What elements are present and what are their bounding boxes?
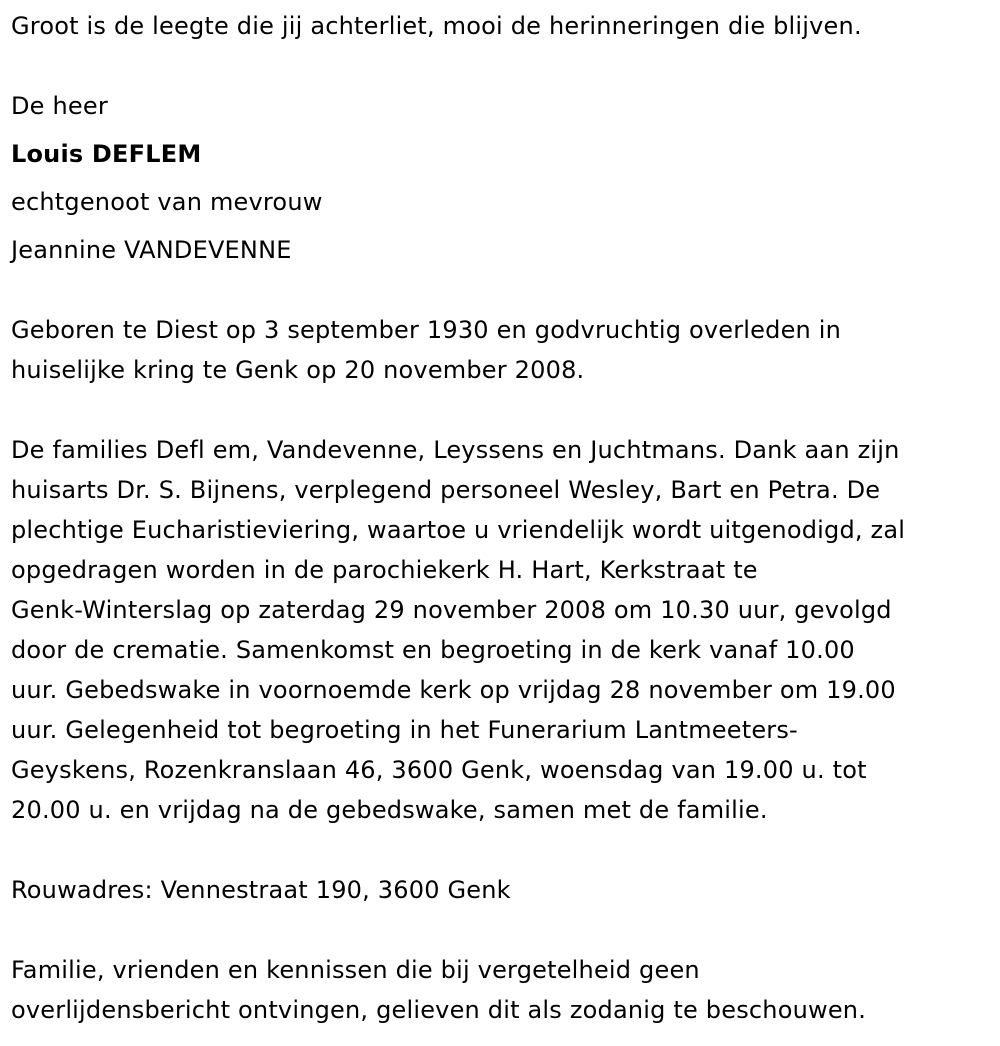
intro-quote: Groot is de leegte die jij achterliet, mooi de herinneringen die blijven. bbox=[11, 12, 862, 40]
title-prefix: De heer bbox=[11, 92, 108, 120]
main-text-line: 20.00 u. en vrijdag na de gebedswake, samen met de familie. bbox=[11, 796, 768, 824]
main-text-line: Geyskens, Rozenkranslaan 46, 3600 Genk, woensdag van 19.00 u. tot bbox=[11, 756, 867, 784]
main-text-line: huisarts Dr. S. Bijnens, verplegend personeel Wesley, Bart en Petra. De bbox=[11, 476, 881, 504]
main-text-line: De families Defl em, Vandevenne, Leyssens en Juchtmans. Dank aan zijn bbox=[11, 436, 900, 464]
mourning-address: Rouwadres: Vennestraat 190, 3600 Genk bbox=[11, 876, 511, 904]
main-text-line: opgedragen worden in de parochiekerk H. Hart, Kerkstraat te bbox=[11, 556, 758, 584]
spouse-label: echtgenoot van mevrouw bbox=[11, 188, 323, 216]
main-text-line: plechtige Eucharistieviering, waartoe u vriendelijk wordt uitgenodigd, zal bbox=[11, 516, 906, 544]
closing-line: overlijdensbericht ontvingen, gelieven dit als zodanig te beschouwen. bbox=[11, 996, 867, 1024]
main-text-line: uur. Gebedswake in voornoemde kerk op vrijdag 28 november om 19.00 bbox=[11, 676, 896, 704]
birth-death-line: Geboren te Diest op 3 september 1930 en godvruchtig overleden in bbox=[11, 316, 842, 344]
main-text-line: door de crematie. Samenkomst en begroeting in de kerk vanaf 10.00 bbox=[11, 636, 855, 664]
closing-line: Familie, vrienden en kennissen die bij vergetelheid geen bbox=[11, 956, 700, 984]
main-text-line: Genk-Winterslag op zaterdag 29 november 2008 om 10.30 uur, gevolgd bbox=[11, 596, 892, 624]
spouse-name: Jeannine VANDEVENNE bbox=[11, 236, 292, 264]
birth-death-line: huiselijke kring te Genk op 20 november 2008. bbox=[11, 356, 585, 384]
main-text-line: uur. Gelegenheid tot begroeting in het Funerarium Lantmeeters- bbox=[11, 716, 798, 744]
deceased-name: Louis DEFLEM bbox=[11, 140, 202, 168]
